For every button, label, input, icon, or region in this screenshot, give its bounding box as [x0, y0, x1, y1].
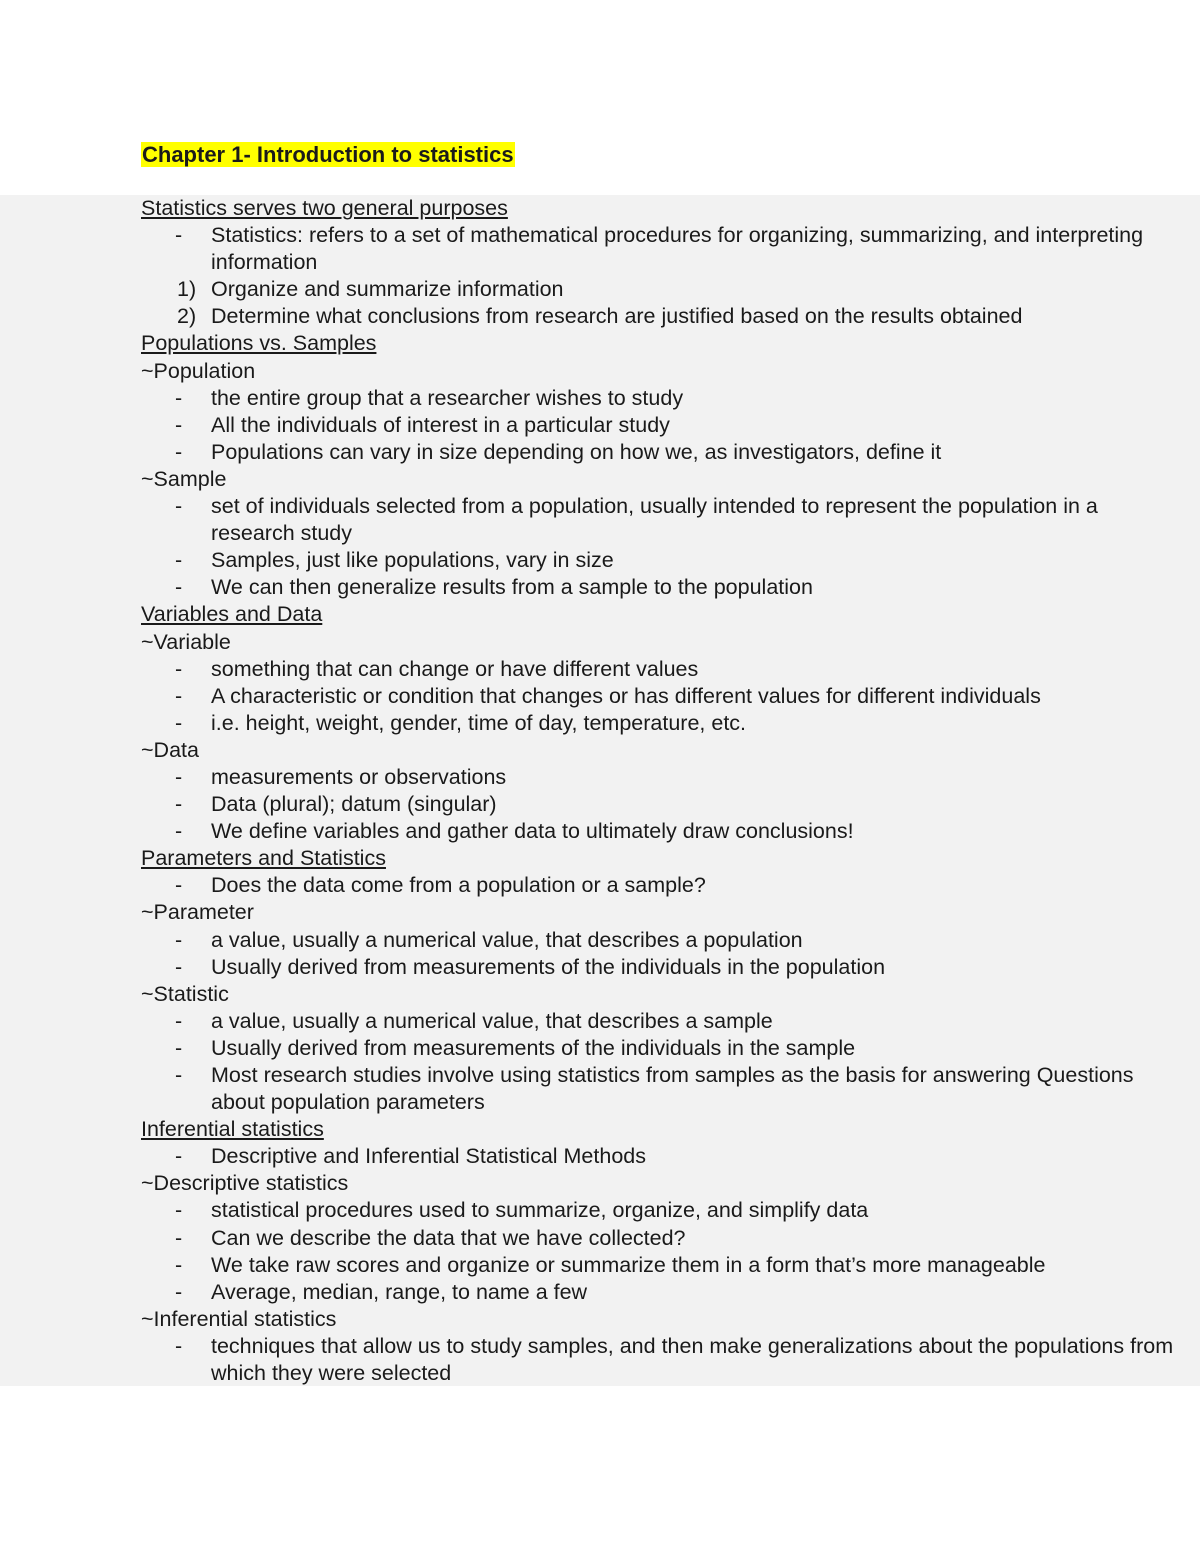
bullet-item: [141, 222, 1181, 276]
bullet-item: [141, 954, 1181, 981]
bullet-item: [141, 1035, 1181, 1062]
item-text: Data (plural); datum (singular): [211, 792, 497, 817]
bullet-dash: -: [175, 1279, 183, 1304]
bullet-dash: -: [175, 710, 183, 735]
list-number: 1): [177, 277, 197, 302]
term-label: ~Sample: [141, 466, 227, 491]
bullet-dash: -: [175, 1144, 183, 1169]
bullet-dash: -: [175, 927, 183, 952]
item-text: techniques that allow us to study samples, and then make generalizations about the populations from which they were selected: [211, 1333, 1174, 1386]
bullet-item: [141, 927, 1181, 954]
bullet-dash: -: [175, 1035, 183, 1060]
term-label: ~Inferential statistics: [141, 1306, 337, 1331]
bullet-item: [141, 1279, 1181, 1306]
term-label: ~Descriptive statistics: [141, 1171, 349, 1196]
item-text: Usually derived from measurements of the individuals in the population: [211, 954, 886, 979]
section-heading: Variables and Data: [141, 602, 323, 627]
bullet-item: [141, 412, 1181, 439]
term-label: ~Parameter: [141, 900, 254, 925]
numbered-item: [141, 276, 1181, 303]
bullet-item: [141, 764, 1181, 791]
chapter-title: [141, 140, 515, 170]
bullet-item: [141, 547, 1181, 574]
list-number: 2): [177, 304, 197, 329]
bullet-item: [141, 574, 1181, 601]
term-label: ~Statistic: [141, 981, 229, 1006]
bullet-dash: -: [175, 1225, 183, 1250]
item-text: We take raw scores and organize or summarize them in a form that’s more manageable: [211, 1252, 1046, 1277]
bullet-item: [141, 683, 1181, 710]
term-label: ~Variable: [141, 629, 231, 654]
item-text: Can we describe the data that we have collected?: [211, 1225, 686, 1250]
section-heading: Statistics serves two general purposes: [141, 196, 508, 220]
item-text: a value, usually a numerical value, that describes a sample: [211, 1008, 773, 1033]
item-text: something that can change or have different values: [211, 656, 699, 681]
bullet-dash: -: [175, 954, 183, 979]
item-text: Statistics: refers to a set of mathematical procedures for organizing, summarizing, and interpreting information: [211, 223, 1144, 275]
term-label: ~Data: [141, 737, 199, 762]
bullet-item: [141, 1008, 1181, 1035]
bullet-dash: -: [175, 223, 183, 248]
bullet-item: [141, 1333, 1181, 1387]
bullet-item: [141, 1252, 1181, 1279]
item-text: A characteristic or condition that changes or has different values for different individuals: [211, 683, 1041, 708]
item-text: Populations can vary in size depending on how we, as investigators, define it: [211, 439, 942, 464]
section-heading: Inferential statistics: [141, 1117, 324, 1142]
item-text: We define variables and gather data to ultimately draw conclusions!: [211, 819, 854, 844]
item-text: set of individuals selected from a population, usually intended to represent the population in a research study: [211, 494, 1098, 546]
bullet-item: [141, 1143, 1181, 1170]
item-text: the entire group that a researcher wishes to study: [211, 385, 684, 410]
bullet-item: [141, 656, 1181, 683]
item-text: Average, median, range, to name a few: [211, 1279, 588, 1304]
bullet-item: [141, 1062, 1181, 1116]
bullet-dash: -: [175, 873, 183, 898]
chapter-title-text: Chapter 1- Introduction to statistics: [142, 142, 514, 167]
bullet-dash: -: [175, 439, 183, 464]
notes-content: [141, 195, 1181, 1387]
numbered-item: [141, 303, 1181, 330]
bullet-item: [141, 818, 1181, 845]
item-text: We can then generalize results from a sample to the population: [211, 575, 813, 600]
item-text: Does the data come from a population or a sample?: [211, 873, 706, 898]
bullet-item: [141, 872, 1181, 899]
bullet-dash: -: [175, 1008, 183, 1033]
item-text: measurements or observations: [211, 764, 507, 789]
section-heading: Parameters and Statistics: [141, 846, 386, 871]
section-heading: Populations vs. Samples: [141, 331, 377, 356]
bullet-item: [141, 439, 1181, 466]
bullet-dash: -: [175, 764, 183, 789]
term-label: ~Population: [141, 358, 256, 383]
item-text: Most research studies involve using statistics from samples as the basis for answering Questions about population parameters: [211, 1063, 1134, 1115]
item-text: i.e. height, weight, gender, time of day, temperature, etc.: [211, 710, 747, 735]
bullet-dash: -: [175, 819, 183, 844]
bullet-dash: -: [175, 412, 183, 437]
bullet-item: [141, 493, 1181, 547]
bullet-item: [141, 1197, 1181, 1224]
bullet-dash: -: [175, 1333, 183, 1358]
bullet-item: [141, 710, 1181, 737]
bullet-dash: -: [175, 1198, 183, 1223]
bullet-dash: -: [175, 548, 183, 573]
bullet-dash: -: [175, 656, 183, 681]
bullet-dash: -: [175, 494, 183, 519]
item-text: statistical procedures used to summarize, organize, and simplify data: [211, 1198, 869, 1223]
bullet-item: [141, 791, 1181, 818]
bullet-item: [141, 1225, 1181, 1252]
bullet-item: [141, 385, 1181, 412]
bullet-dash: -: [175, 575, 183, 600]
bullet-dash: -: [175, 683, 183, 708]
item-text: Samples, just like populations, vary in size: [211, 548, 614, 573]
item-text: Descriptive and Inferential Statistical Methods: [211, 1144, 646, 1169]
bullet-dash: -: [175, 792, 183, 817]
item-text: Determine what conclusions from research are justified based on the results obtained: [211, 304, 1023, 329]
item-text: a value, usually a numerical value, that describes a population: [211, 927, 803, 952]
item-text: Organize and summarize information: [211, 277, 564, 302]
bullet-dash: -: [175, 385, 183, 410]
bullet-dash: -: [175, 1063, 183, 1087]
item-text: Usually derived from measurements of the individuals in the sample: [211, 1035, 856, 1060]
bullet-dash: -: [175, 1252, 183, 1277]
item-text: All the individuals of interest in a particular study: [211, 412, 670, 437]
